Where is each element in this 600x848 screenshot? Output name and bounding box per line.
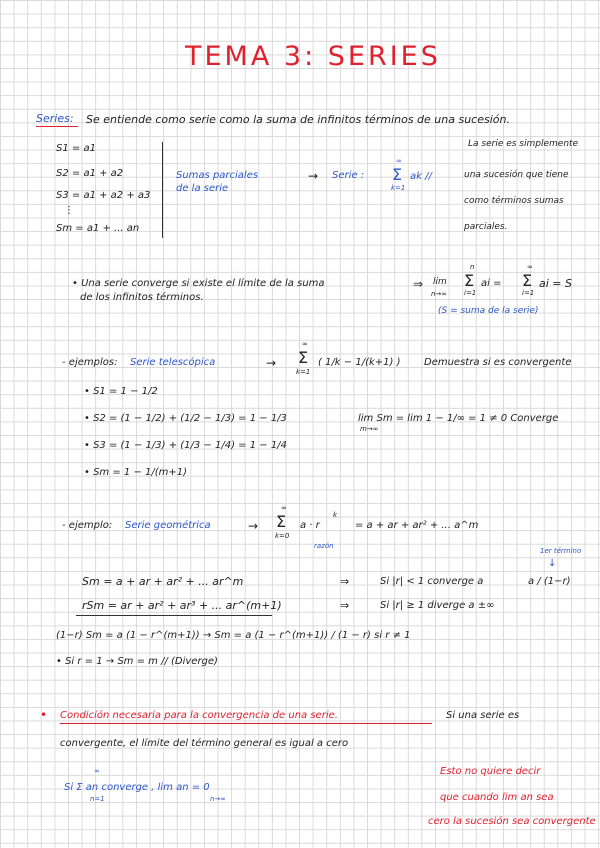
sigma-icon: Σ <box>298 348 309 367</box>
geometric-case2: Si |r| ≥ 1 diverge a ±∞ <box>380 600 495 611</box>
geometric-label: - ejemplo: <box>62 520 113 531</box>
telescopic-arrow: → <box>266 356 277 370</box>
necessary-note-1: Esto no quiere decir <box>440 766 541 777</box>
page-title: TEMA 3: SERIES <box>185 41 441 72</box>
necessary-formula: Si Σ an converge , lim an = 0 <box>64 782 210 793</box>
necessary-sum-top: ∞ <box>94 767 100 775</box>
necessary-heading: Condición necesaria para la convergencia de una serie. <box>60 710 338 721</box>
geometric-eq4: • Si r = 1 → Sm = m // (Diverge) <box>56 656 218 667</box>
telescopic-term: ( 1/k − 1/(k+1) ) <box>318 357 401 368</box>
geometric-case1-frac: a / (1−r) <box>528 576 571 587</box>
serie-sum-bottom: k=1 <box>391 184 406 192</box>
convergence-lim-sub: n→∞ <box>431 290 448 298</box>
telescopic-sum-bottom: k=1 <box>296 368 311 376</box>
telescopic-s3: • S3 = (1 − 1/3) + (1/3 − 1/4) = 1 − 1/4 <box>84 440 287 451</box>
telescopic-sm: • Sm = 1 − 1/(m+1) <box>84 467 188 478</box>
convergence-text-2: de los infinitos términos. <box>80 292 204 303</box>
serie-term: ak // <box>410 171 432 182</box>
geometric-case1: Si |r| < 1 converge a <box>380 576 484 587</box>
geometric-arrow: → <box>248 519 259 533</box>
necessary-bullet: • <box>40 708 48 722</box>
geometric-sum-bottom: k=0 <box>275 532 290 540</box>
sigma-icon: Σ <box>464 271 475 290</box>
convergence-mid: ai = <box>481 278 502 289</box>
geometric-term: a · r <box>300 520 320 531</box>
series-definition: Se entiende como serie como la suma de infinitos términos de una sucesión. <box>86 113 510 126</box>
telescopic-conclusion: Demuestra si es convergente <box>424 357 572 368</box>
necessary-text-2: convergente, el límite del término general es igual a cero <box>60 738 349 749</box>
first-term-note: 1er término <box>540 547 582 555</box>
case-arrow-1: ⇒ <box>340 575 350 588</box>
partial-sum-m: Sm = a1 + ... an <box>56 223 140 234</box>
serie-sum-top: ∞ <box>396 157 402 165</box>
telescopic-name: Serie telescópica <box>130 357 216 368</box>
arrow: → <box>308 169 319 183</box>
partial-sum-3: S3 = a1 + a2 + a3 <box>56 190 151 201</box>
convergence-end: ai = S <box>539 277 572 290</box>
partial-sums-label-1: Sumas parciales <box>176 170 259 181</box>
geometric-exponent: k <box>333 511 338 519</box>
sigma-icon: Σ <box>522 271 533 290</box>
convergence-text-1: • Una serie converge si existe el límite de la suma <box>72 278 325 289</box>
telescopic-sum-top: ∞ <box>302 340 308 348</box>
partial-sum-1: S1 = a1 <box>56 143 96 154</box>
partial-sums-label-2: de la serie <box>176 183 229 194</box>
telescopic-limit-sub: m→∞ <box>360 425 379 433</box>
convergence-lim: lim <box>433 277 447 287</box>
arrow-down-icon: ↓ <box>548 558 557 569</box>
geometric-sum-top: ∞ <box>281 504 287 512</box>
sigma-icon: Σ <box>276 512 287 531</box>
telescopic-limit: lim Sm = lim 1 − 1/∞ = 1 ≠ 0 Converge <box>358 413 559 424</box>
convergence-sum2-top: ∞ <box>527 263 533 271</box>
partial-sum-2: S2 = a1 + a2 <box>56 168 124 179</box>
serie-note-2: una sucesión que tiene <box>464 170 569 180</box>
serie-label: Serie : <box>332 170 365 181</box>
telescopic-label: - ejemplos: <box>62 357 118 368</box>
necessary-note-2: que cuando lim an sea <box>440 792 554 803</box>
necessary-lim-sub: n→∞ <box>210 795 227 803</box>
necessary-text-1: Si una serie es <box>446 710 520 721</box>
series-label: Series: <box>36 112 74 125</box>
serie-note-4: parciales. <box>464 222 508 232</box>
convergence-sum1-bottom: i=1 <box>464 289 477 297</box>
telescopic-s2: • S2 = (1 − 1/2) + (1/2 − 1/3) = 1 − 1/3 <box>84 413 287 424</box>
necessary-note-3: cero la sucesión sea convergente <box>428 816 596 827</box>
necessary-heading-underline <box>60 723 432 724</box>
partial-sum-dots: ⋮ <box>64 205 74 216</box>
case-arrow-2: ⇒ <box>340 599 350 612</box>
serie-note-1: La serie es simplemente <box>468 139 579 149</box>
geometric-subtraction-line <box>76 615 272 616</box>
geometric-eq3: (1−r) Sm = a (1 − r^(m+1)) → Sm = a (1 − r^(m+1)) / (1 − r) si r ≠ 1 <box>56 630 411 641</box>
partials-divider <box>162 142 163 238</box>
sigma-icon: Σ <box>392 165 403 184</box>
necessary-sum-bottom: n=1 <box>90 795 105 803</box>
series-label-underline <box>36 126 78 127</box>
geometric-eq1: Sm = a + ar + ar² + ... ar^m <box>82 575 244 588</box>
geometric-expansion: = a + ar + ar² + ... a^m <box>355 520 479 531</box>
convergence-arrow: ⇒ <box>413 277 424 291</box>
serie-note-3: como términos sumas <box>464 196 564 206</box>
geometric-eq2: rSm = ar + ar² + ar³ + ... ar^(m+1) <box>82 599 282 612</box>
convergence-sum2-bottom: i=1 <box>522 289 535 297</box>
convergence-note: (S = suma de la serie) <box>438 306 539 316</box>
convergence-sum1-top: n <box>470 263 475 271</box>
telescopic-s1: • S1 = 1 − 1/2 <box>84 386 158 397</box>
geometric-under: razón <box>314 542 334 550</box>
geometric-name: Serie geométrica <box>125 520 211 531</box>
